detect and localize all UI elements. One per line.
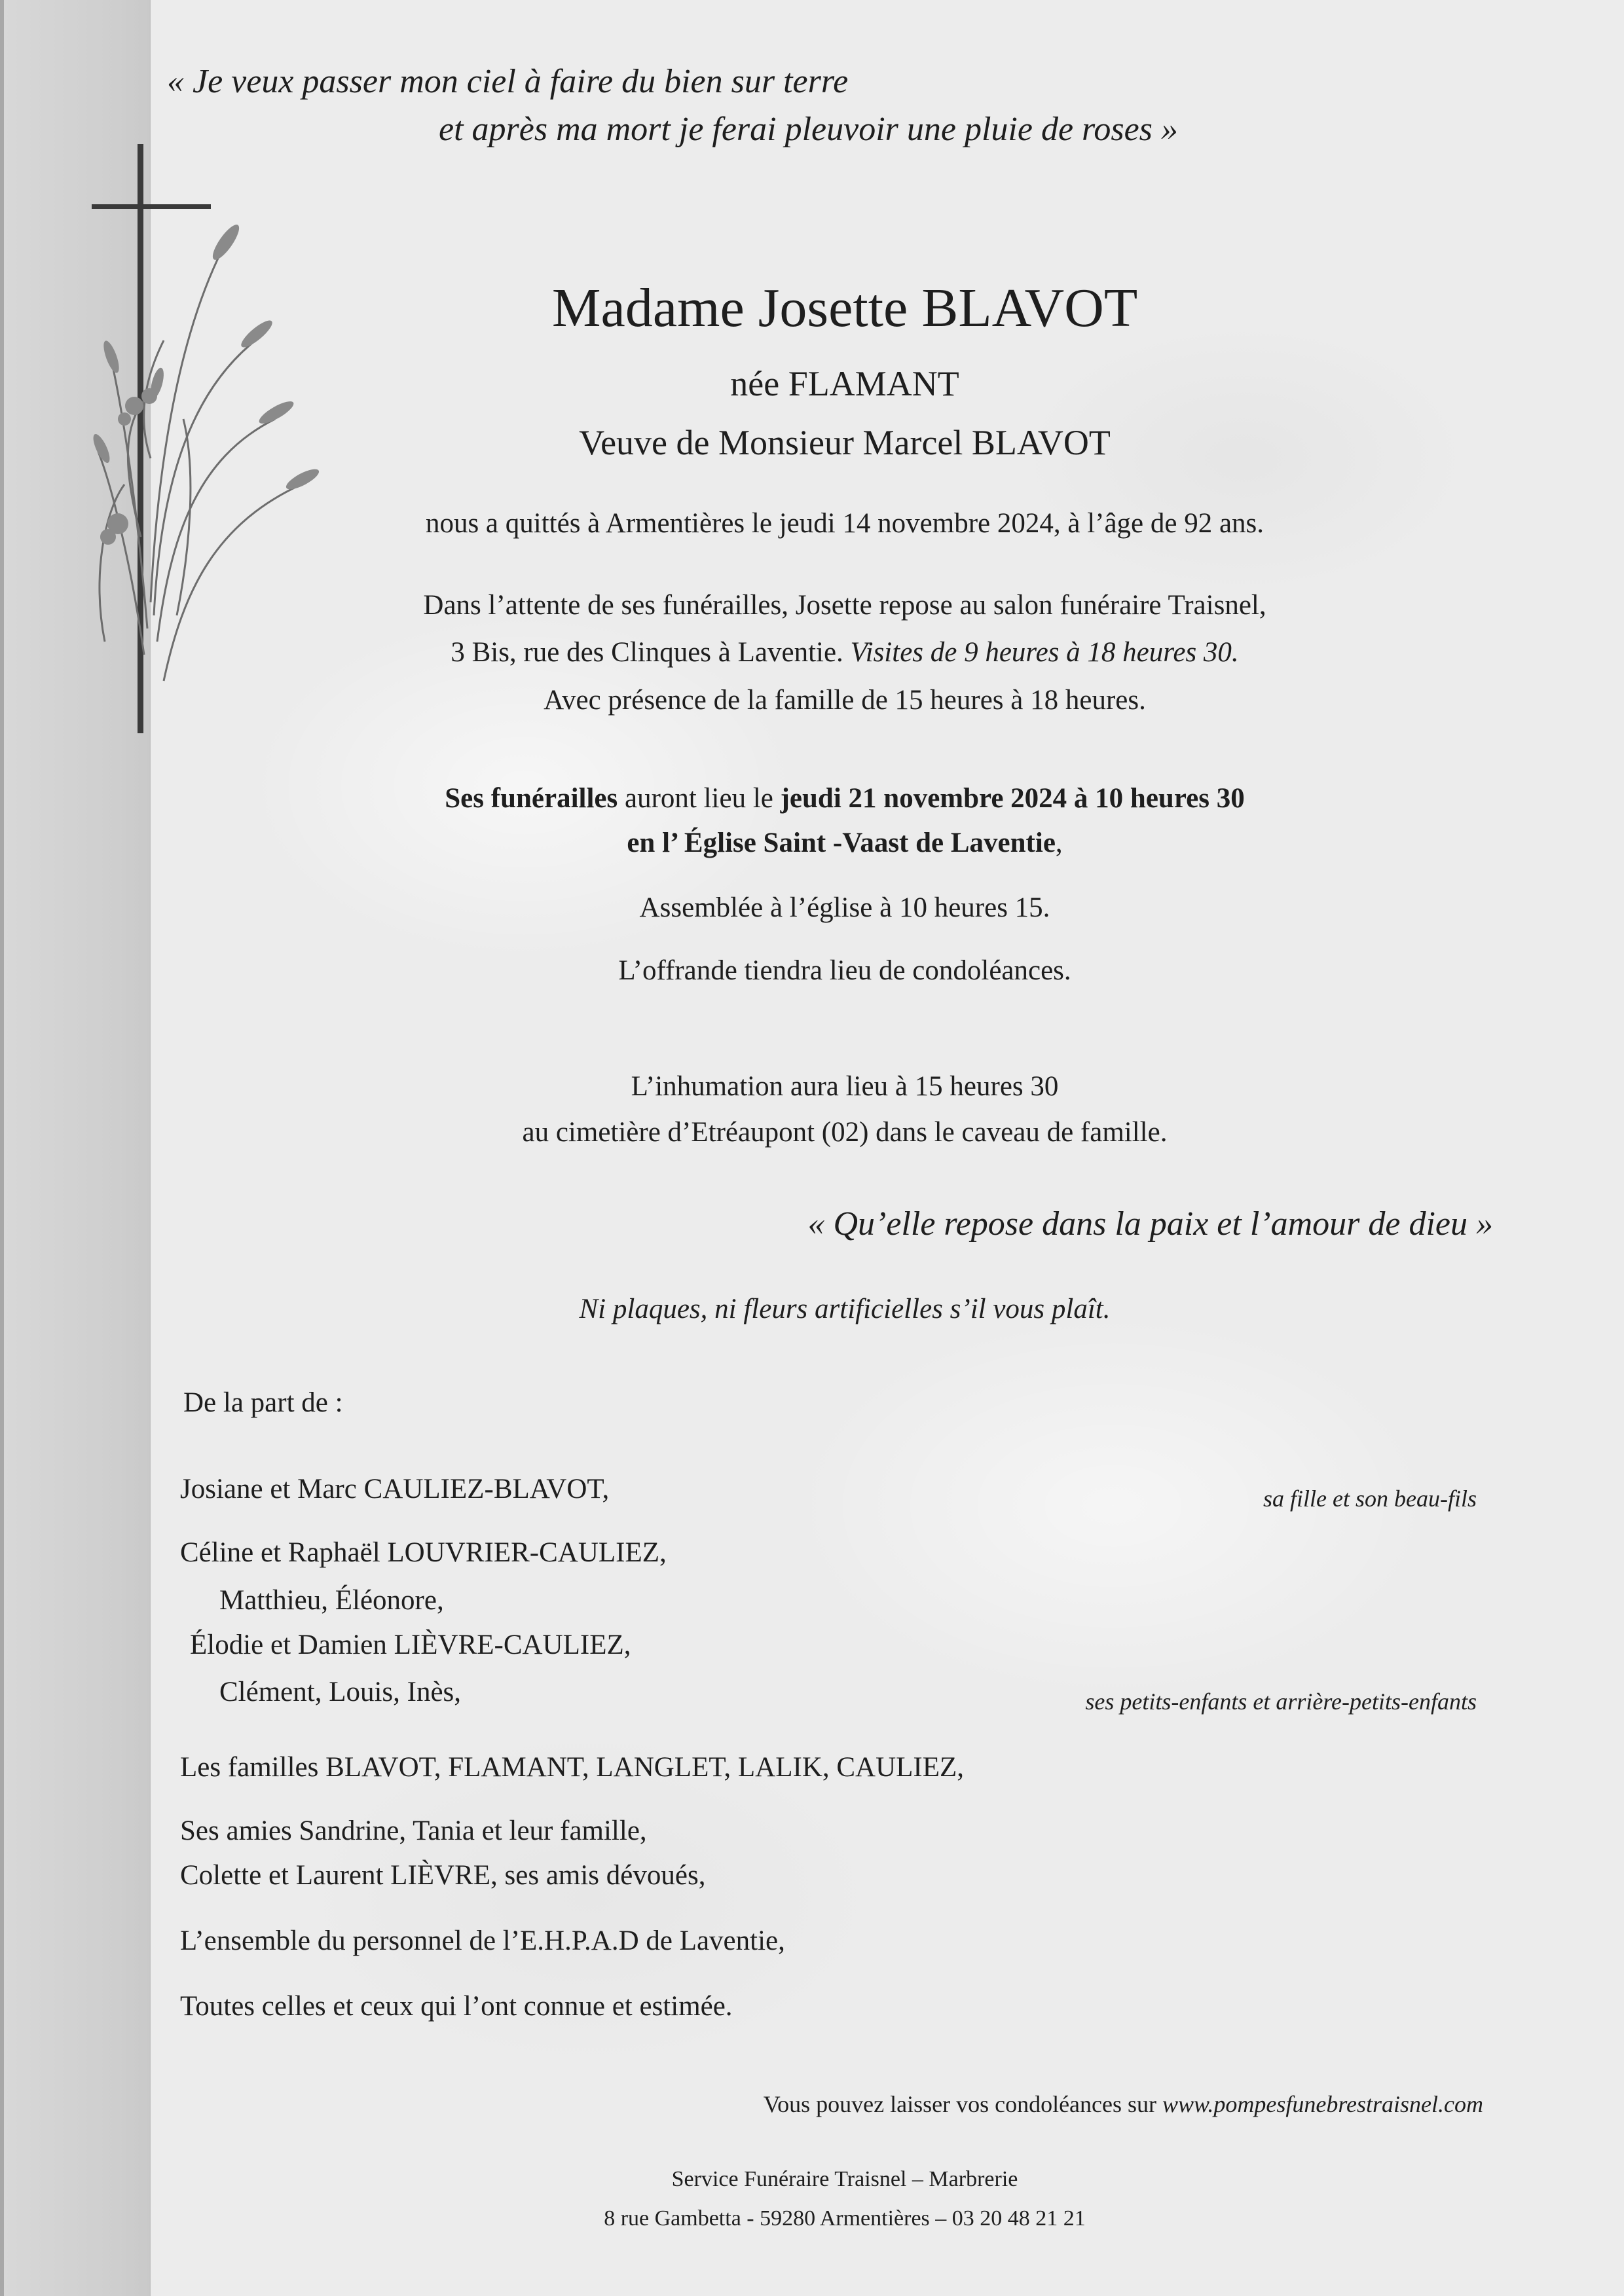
family-families: Les familles BLAVOT, FLAMANT, LANGLET, LALIK, CAULIEZ, bbox=[180, 1752, 965, 1783]
condolences-url[interactable]: www.pompesfunebrestraisnel.com bbox=[1162, 2091, 1483, 2117]
wake-address: 3 Bis, rue des Clinques à Laventie. bbox=[451, 637, 843, 668]
wake-line-2 bbox=[288, 636, 1401, 668]
no-flowers-note: Ni plaques, ni fleurs artificielles s’il vous plaît. bbox=[579, 1294, 1111, 1324]
funeral-line-2 bbox=[288, 827, 1401, 859]
family-grandchild-1: Céline et Raphaël LOUVRIER-CAULIEZ, bbox=[180, 1537, 667, 1568]
funeral-assembly: Assemblée à l’église à 10 heures 15. bbox=[639, 892, 1050, 923]
funeral-connector: auront lieu le bbox=[624, 783, 773, 814]
funeral-church: en l’ Église Saint -Vaast de Laventie bbox=[627, 828, 1056, 858]
header-quote-line-1: « Je veux passer mon ciel à faire du bien sur terre bbox=[167, 63, 849, 100]
widow-of: Veuve de Monsieur Marcel BLAVOT bbox=[579, 423, 1111, 462]
strip-edge bbox=[0, 0, 4, 2296]
family-staff: L’ensemble du personnel de l’E.H.P.A.D de Laventie, bbox=[180, 1925, 785, 1956]
closing-quote: « Qu’elle repose dans la paix et l’amour de dieu » bbox=[807, 1205, 1493, 1243]
death-notice: nous a quittés à Armentières le jeudi 14 novembre 2024, à l’âge de 92 ans. bbox=[425, 508, 1264, 539]
family-friends-1: Ses amies Sandrine, Tania et leur famille, bbox=[180, 1815, 647, 1846]
family-great-grandchildren-1: Matthieu, Éléonore, bbox=[219, 1585, 444, 1616]
funeral-church-comma: , bbox=[1055, 828, 1063, 858]
family-daughter: Josiane et Marc CAULIEZ-BLAVOT, bbox=[180, 1474, 610, 1504]
family-grandchild-2: Élodie et Damien LIÈVRE-CAULIEZ, bbox=[190, 1630, 631, 1660]
wake-line-1: Dans l’attente de ses funérailles, Josette repose au salon funéraire Traisnel, bbox=[423, 590, 1266, 621]
wheat-ears-icon bbox=[90, 221, 322, 545]
footer-company: Service Funéraire Traisnel – Marbrerie bbox=[671, 2167, 1018, 2191]
footer-address: 8 rue Gambetta - 59280 Armentières – 03 20 48 21 21 bbox=[604, 2206, 1086, 2231]
funeral-date: jeudi 21 novembre 2024 à 10 heures 30 bbox=[780, 783, 1245, 814]
funeral-line-1 bbox=[288, 782, 1401, 814]
condolences-line bbox=[764, 2090, 1483, 2118]
header-quote-line-2: et après ma mort je ferai pleuvoir une pluie de roses » bbox=[439, 111, 1178, 148]
wheat-icon bbox=[98, 249, 301, 681]
family-daughter-relation: sa fille et son beau-fils bbox=[1263, 1485, 1477, 1512]
condolences-text: Vous pouvez laisser vos condoléances sur bbox=[763, 2091, 1157, 2117]
family-great-grandchildren-2: Clément, Louis, Inès, bbox=[219, 1677, 462, 1707]
family-friends-2: Colette et Laurent LIÈVRE, ses amis dévoués, bbox=[180, 1860, 706, 1891]
funeral-label: Ses funérailles bbox=[445, 783, 618, 814]
cross-icon bbox=[92, 144, 211, 733]
family-all: Toutes celles et ceux qui l’ont connue et estimée. bbox=[180, 1991, 733, 2022]
wake-line-3: Avec présence de la famille de 15 heures à 18 heures. bbox=[544, 685, 1146, 716]
burial-line-1: L’inhumation aura lieu à 15 heures 30 bbox=[631, 1071, 1059, 1102]
wake-visiting-hours: Visites de 9 heures à 18 heures 30. bbox=[850, 637, 1239, 668]
deceased-name: Madame Josette BLAVOT bbox=[551, 278, 1138, 338]
funeral-offering: L’offrande tiendra lieu de condoléances. bbox=[618, 955, 1071, 986]
from-label: De la part de : bbox=[183, 1387, 343, 1418]
maiden-name: née FLAMANT bbox=[730, 364, 959, 403]
burial-line-2: au cimetière d’Etréaupont (02) dans le caveau de famille. bbox=[522, 1117, 1168, 1148]
family-grandchildren-relation: ses petits-enfants et arrière-petits-enfants bbox=[1085, 1688, 1477, 1715]
